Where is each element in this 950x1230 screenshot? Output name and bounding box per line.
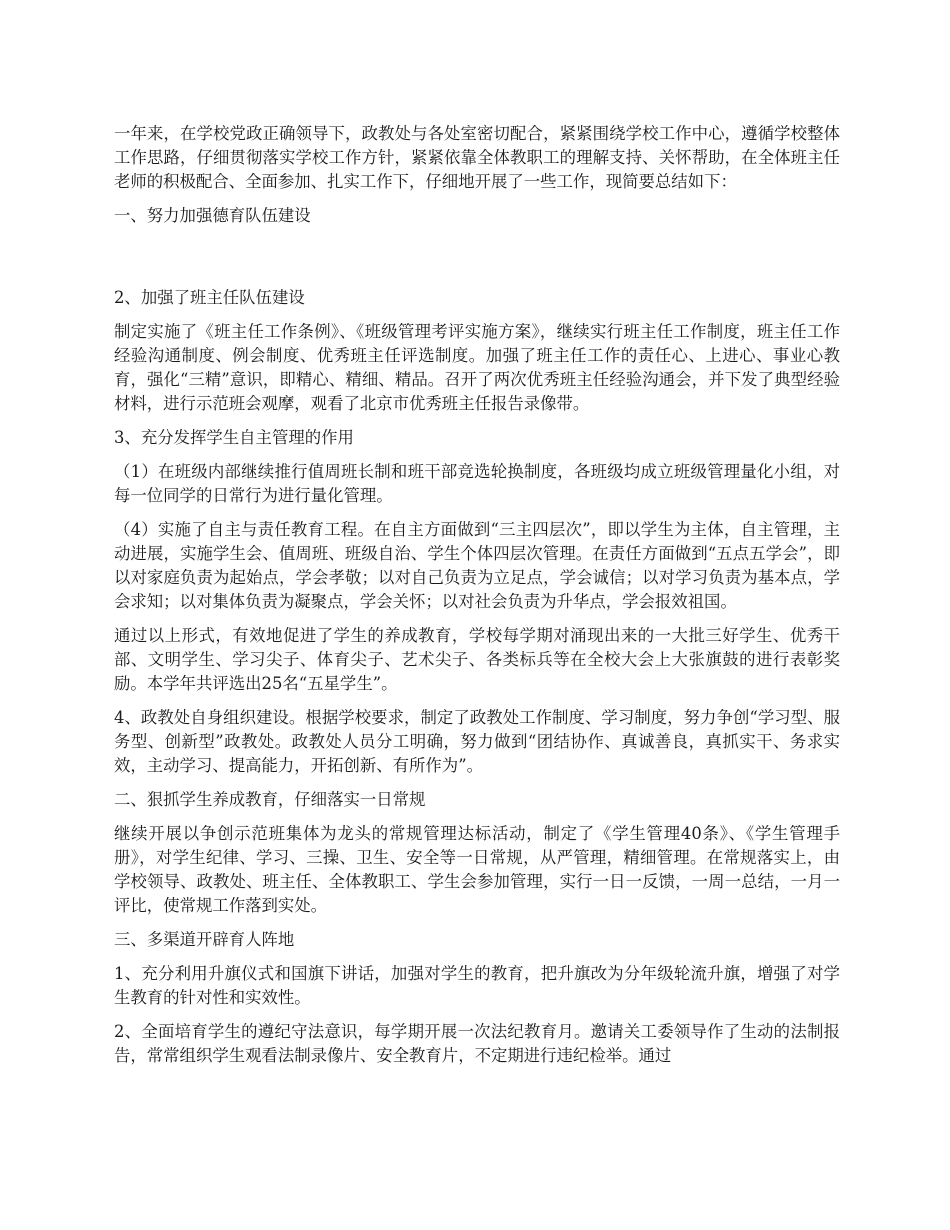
section-2-paragraph: 继续开展以争创示范班集体为龙头的常规管理达标活动，制定了《学生管理40条》、《学生管理手册》，对学生纪律、学习、三操、卫生、安全等一日常规，从严管理，精细管理。在常规落实上，由学校领导、政教处、班主任、全体教职工、学生会参加管理，实行一日一反馈，一周一总结，一月一评比，使常规工作落到实处。	[114, 824, 840, 915]
item-3-point-4: （4）实施了自主与责任教育工程。在自主方面做到“三主四层次”，即以学生为主体，自主管理，主动进展，实施学生会、值周班、班级自治、学生个体四层次管理。在责任方面做到“五点五学会”，即以对家庭负责为起始点，学会孝敬；以对自己负责为立足点，学会诚信；以对学习负责为基本点，学会求知；以对集体负责为凝聚点，学会关怀；以对社会负责为升华点，学会报效祖国。	[114, 520, 840, 611]
section-3-item-2: 2、全面培育学生的遵纪守法意识，每学期开展一次法纪教育月。邀请关工委领导作了生动的法制报告，常常组织学生观看法制录像片、安全教育片，不定期进行违纪检举。通过	[114, 1022, 840, 1065]
item-2-heading: 2、加强了班主任队伍建设	[114, 288, 305, 307]
item-3-point-1: （1）在班级内部继续推行值周班长制和班干部竞选轮换制度，各班级均成立班级管理量化小组，对每一位同学的日常行为进行量化管理。	[114, 462, 840, 505]
section-2-heading: 二、狠抓学生养成教育，仔细落实一日常规	[114, 790, 426, 809]
section-3-heading: 三、多渠道开辟育人阵地	[114, 930, 295, 949]
item-2-paragraph: 制定实施了《班主任工作条例》、《班级管理考评实施方案》，继续实行班主任工作制度，班主任工作经验沟通制度、例会制度、优秀班主任评选制度。加强了班主任工作的责任心、上进心、事业心教育，强化“三精”意识，即精心、精细、精品。召开了两次优秀班主任经验沟通会，并下发了典型经验材料，进行示范班会观摩，观看了北京市优秀班主任报告录像带。	[114, 322, 840, 413]
document-body	[114, 122, 840, 1078]
item-3-summary: 通过以上形式，有效地促进了学生的养成教育，学校每学期对涌现出来的一大批三好学生、优秀干部、文明学生、学习尖子、体育尖子、艺术尖子、各类标兵等在全校大会上大张旗鼓的进行表彰奖励。本学年共评选出25名“五星学生”。	[114, 626, 840, 693]
blank-gap	[114, 238, 840, 286]
section-3-item-1: 1、充分利用升旗仪式和国旗下讲话，加强对学生的教育，把升旗改为分年级轮流升旗，增强了对学生教育的针对性和实效性。	[114, 964, 840, 1007]
section-1-heading: 一、努力加强德育队伍建设	[114, 206, 311, 225]
item-3-heading: 3、充分发挥学生自主管理的作用	[114, 428, 354, 447]
intro-paragraph: 一年来，在学校党政正确领导下，政教处与各处室密切配合，紧紧围绕学校工作中心，遵循学校整体工作思路，仔细贯彻落实学校工作方针，紧紧依靠全体教职工的理解支持、关怀帮助，在全体班主任老师的积极配合、全面参加、扎实工作下，仔细地开展了一些工作，现简要总结如下：	[114, 124, 840, 191]
item-4-paragraph: 4、政教处自身组织建设。根据学校要求，制定了政教处工作制度、学习制度，努力争创“学习型、服务型、创新型”政教处。政教处人员分工明确，努力做到“团结协作、真诚善良，真抓实干、务求实效，主动学习、提高能力，开拓创新、有所作为”。	[114, 708, 840, 775]
